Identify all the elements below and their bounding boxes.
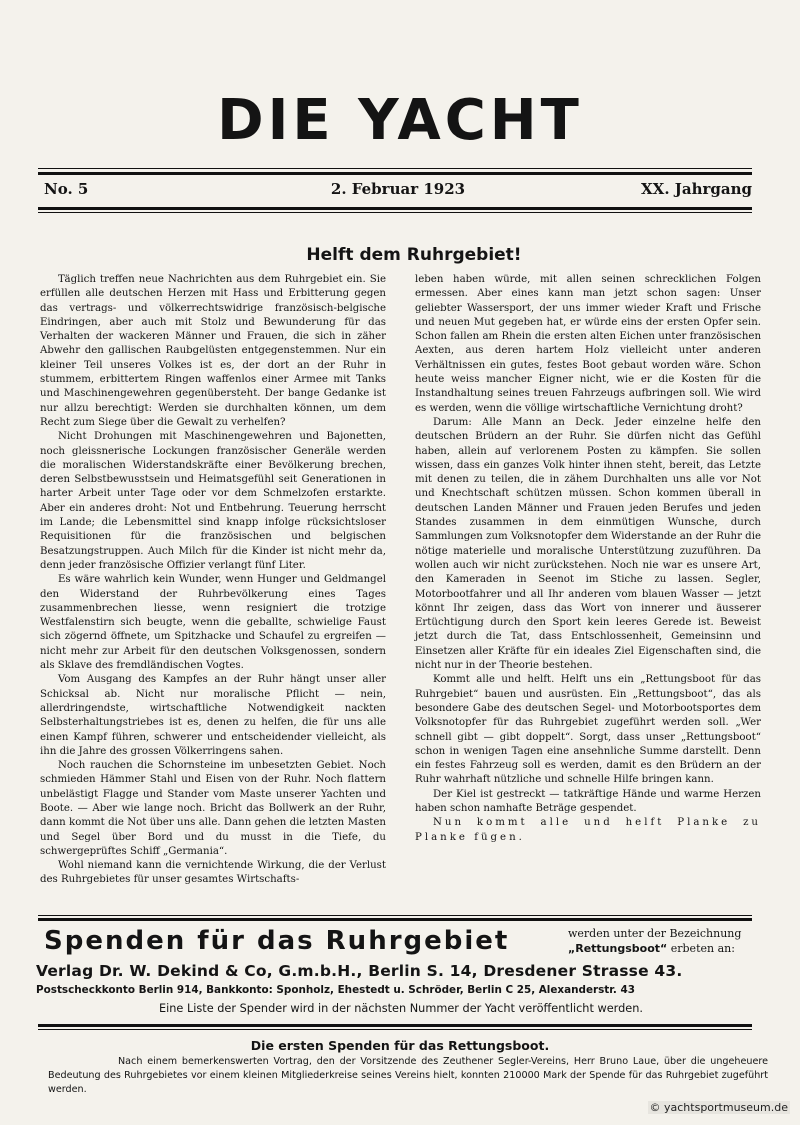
divider bbox=[38, 915, 752, 916]
donation-note-suffix: erbeten an: bbox=[670, 942, 735, 955]
donation-appeal-title: Spenden für das Ruhrgebiet bbox=[44, 926, 510, 956]
issue-volume: XX. Jahrgang bbox=[641, 180, 752, 198]
issue-date: 2. Februar 1923 bbox=[330, 180, 466, 198]
masthead-title: DIE YACHT bbox=[217, 88, 583, 153]
article-closing: Nun kommt alle und helft Planke zu Planke fügen. bbox=[415, 817, 761, 843]
article-paragraph: Es wäre wahrlich kein Wunder, wenn Hunger und Geldmangel den Widerstand der Ruhrbevölkerung eines Tages zusammenbrechen liesse, wenn resigniert die trotzige Westfalenstirn sich beugte, wenn die geballte, schwielige Faust sich zögernd öffnete, um Spitzhacke und Schaufel zu ergreifen — nicht mehr zur Arbeit für den deutschen Volksgenossen, sondern als Sklave des fremdländischen Vogtes. bbox=[40, 574, 386, 672]
article-paragraph: Der Kiel ist gestreckt — tatkräftige Hände und warme Herzen haben schon namhafte Beträge gespendet. bbox=[415, 788, 761, 814]
donation-appeal-note bbox=[568, 926, 788, 956]
article-paragraph: Kommt alle und helft. Helft uns ein „Rettungsboot für das Ruhrgebiet“ bauen und ausrüsten. Ein „Rettungsboot“, das als besondere Gabe des deutschen Segel- und Motorbootsportes dem Volksnotopfer für das Ruhrgebiet zugeführt werden soll. „Wer schnell gibt — gibt doppelt“. Sorgt, dass unser „Rettungsboot“ schon in wenigen Tagen eine ansehnliche Summe darstellt. Denn ein festes Fahrzeug soll es werden, damit es den Brüdern an der Ruhr wahrhaft nützliche und schnelle Hilfe bringen kann. bbox=[415, 674, 761, 786]
bank-details: Postscheckkonto Berlin 914, Bankkonto: Sponholz, Ehestedt u. Schröder, Berlin C 25, Alexanderstr. 43 bbox=[36, 984, 635, 996]
publisher-address: Verlag Dr. W. Dekind & Co, G.m.b.H., Berlin S. 14, Dresdener Strasse 43. bbox=[36, 962, 683, 980]
donation-appeal-box bbox=[36, 922, 766, 1022]
article-paragraph: Nicht Drohungen mit Maschinengewehren und Bajonetten, noch gleissnerische Lockungen französischer Generäle werden die moralischen Widerstandskräfte einer Bevölkerung brechen, deren Selbstbewusstsein und Heimatsgefühl seit Generationen in harter Arbeit unter Tage oder vor dem Schmelzofen erstarkte. Aber ein anderes droht: Not und Entbehrung. Teuerung herrscht im Lande; die Lebensmittel sind knapp infolge rücksichtsloser Requisitionen für die französischen und belgischen Besatzungstruppen. Auch Milch für die Kinder ist nicht mehr da, denn jeder französische Offizier verlangt fünf Liter. bbox=[40, 431, 386, 571]
article-paragraph: Wohl niemand kann die vernichtende Wirkung, die der Verlust des Ruhrgebietes für unser gesamtes Wirtschafts- bbox=[40, 860, 386, 886]
donor-list-note: Eine Liste der Spender wird in der nächsten Nummer der Yacht veröffentlicht werden. bbox=[159, 1002, 643, 1015]
article-column-right bbox=[415, 273, 761, 845]
divider bbox=[38, 168, 752, 169]
first-donations-headline: Die ersten Spenden für das Rettungsboot. bbox=[250, 1038, 550, 1053]
divider bbox=[38, 918, 752, 921]
donation-note-line bbox=[568, 941, 788, 956]
donation-note-line: werden unter der Bezeichnung bbox=[568, 927, 742, 940]
issue-info-row bbox=[44, 180, 752, 204]
article-paragraph: leben haben würde, mit allen seinen schrecklichen Folgen ermessen. Aber eines kann man jetzt schon sagen: Unser geliebter Wassersport, der uns immer wieder Kraft und Frische und neuen Mut gegeben hat, er würde eins der ersten Opfer sein. Schon fallen am Rhein die ersten alten Eichen unter französischen Aexten, aus deren hartem Holz vielleicht unter anderen Verhältnissen ein gutes, festes Boot gebaut worden wäre. Schon heute weiss mancher Eigner nicht, wie er die Kosten für die Instandhaltung seines treuen Fahrzeugs aufbringen soll. Wie wird es werden, wenn die völlige wirtschaftliche Vernichtung droht? bbox=[415, 274, 761, 414]
divider bbox=[38, 172, 752, 175]
divider bbox=[38, 1024, 752, 1027]
donation-designation: „Rettungsboot“ bbox=[568, 942, 668, 955]
divider bbox=[38, 1029, 752, 1030]
divider bbox=[38, 207, 752, 210]
issue-number: No. 5 bbox=[44, 180, 89, 198]
article-paragraph: Vom Ausgang des Kampfes an der Ruhr hängt unser aller Schicksal ab. Nicht nur moralische Pflicht — nein, allerdringendste, wirtschaftliche Notwendigkeit nackten Selbsterhaltungstriebes ist es, denen zu helfen, die für uns alle einen Kampf führen, schwerer und entscheidender vielleicht, als ihn die Jahre des grossen Völkerringens sahen. bbox=[40, 674, 386, 757]
article-paragraph: Noch rauchen die Schornsteine im unbesetzten Gebiet. Noch schmieden Hämmer Stahl und Eisen von der Ruhr. Noch flattern unbelästigt Flagge und Stander vom Maste unserer Yachten und Boote. — Aber wie lange noch. Bricht das Bollwerk an der Ruhr, dann kommt die Not über uns alle. Dann gehen die letzten Masten und Segel über Bord und du musst in die Tiefe, du schwergeprüftes Schiff „Germania“. bbox=[40, 760, 386, 857]
divider bbox=[38, 212, 752, 213]
article-paragraph: Täglich treffen neue Nachrichten aus dem Ruhrgebiet ein. Sie erfüllen alle deutschen Herzen mit Hass und Erbitterung gegen das vertrags- und völkerrechtswidrige französisch-belgische Eindringen, aber auch mit Stolz und Bewunderung für das Verhalten der wackeren Männer und Frauen, die sich in zäher Abwehr den gallischen Raubgelüsten entgegenstemmen. Nur ein kleiner Teil unseres Volkes ist es, der dort an der Ruhr in stummem, erbittertem Ringen waffenlos einer Armee mit Tanks und Maschinengewehren gegenübersteht. Der bange Gedanke ist nur allzu berechtigt: Werden sie durchhalten können, um dem Recht zum Siege über die Gewalt zu verhelfen? bbox=[40, 274, 386, 428]
first-donations-text: Nach einem bemerkenswerten Vortrag, den der Vorsitzende des Zeuthener Segler-Vereins, Herr Bruno Laue, über die ungeheuere Bedeutung des Ruhrgebietes vor einem kleinen Mitgliederkreise seines Vereins hielt, konnten 210000 Mark der Spende für das Ruhrgebiet zugeführt werden. bbox=[48, 1056, 768, 1095]
article-paragraph: Darum: Alle Mann an Deck. Jeder einzelne helfe den deutschen Brüdern an der Ruhr. Sie dürfen nicht das Gefühl haben, allein auf verlorenem Posten zu kämpfen. Sie sollen wissen, dass ein ganzes Volk hinter ihnen steht, bereit, das Letzte mit denen zu teilen, die in zähem Durchhalten uns alle vor Not und Knechtschaft schützen müssen. Schon kommen überall in deutschen Landen Männer und Frauen jeden Berufes und jeden Standes zusammen in dem einmütigen Wunsche, durch Sammlungen zum Volksnotopfer dem Widerstande an der Ruhr die nötige materielle und moralische Unterstützung zuzuführen. Da wollen auch wir nicht zurückstehen. Noch nie war es unsere Art, den Kameraden in Seenot im Stiche zu lassen. Segler, Motorbootfahrer und all Ihr anderen vom blauen Wasser — jetzt könnt Ihr zeigen, dass das Wort von innerer und äusserer Ertüchtigung durch den Sport kein leeres Gerede ist. Beweist jetzt durch die Tat, dass Entschlossenheit, Gemeinsinn und Einsetzen aller Kräfte für ein ideales Ziel Eigenschaften sind, die nicht nur in der Theorie bestehen. bbox=[415, 416, 761, 672]
article-headline: Helft dem Ruhrgebiet! bbox=[306, 245, 522, 265]
watermark: © yachtsportmuseum.de bbox=[649, 1101, 788, 1114]
article-column-left bbox=[40, 273, 386, 888]
